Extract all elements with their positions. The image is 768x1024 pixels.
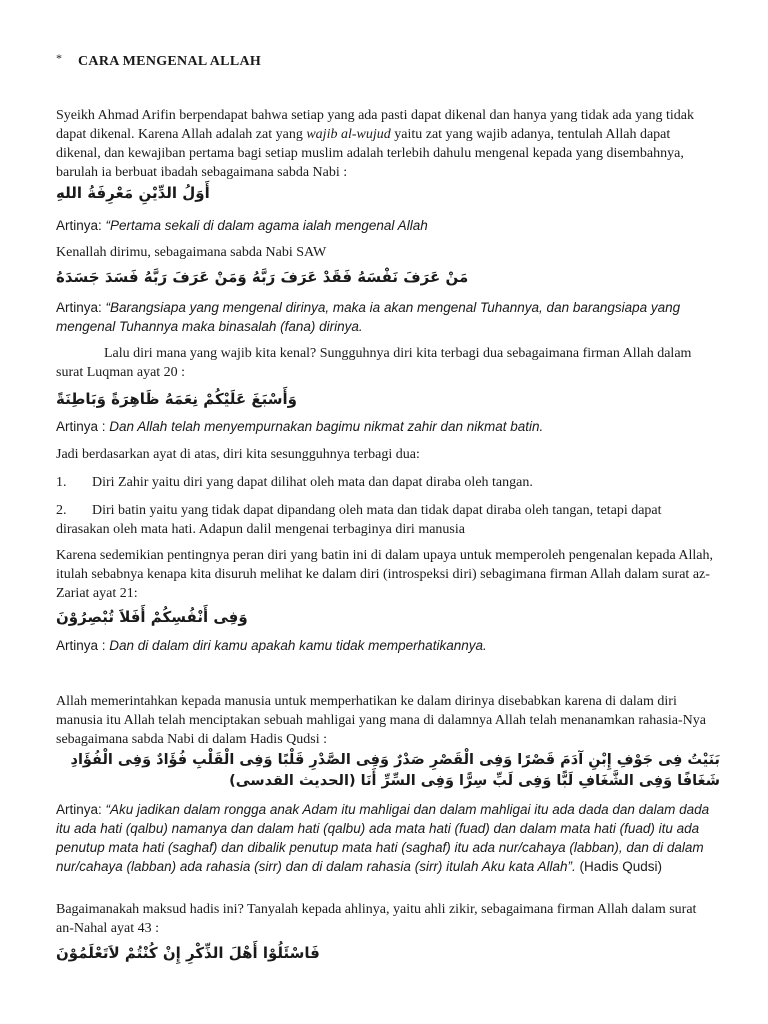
heading-bullet: * bbox=[56, 51, 63, 65]
list-item-1 bbox=[56, 473, 716, 492]
paragraph-terbagi: Jadi berdasarkan ayat di atas, diri kita sesungguhnya terbagi dua: bbox=[56, 447, 420, 462]
list-item-2-text: Diri batin yaitu yang tidak dapat dipandang oleh mata dan tidak dapat diraba oleh tangan, tetapi dapat dirasakan oleh mata hati. Adapun dalil mengenai terbaginya diri manusia bbox=[56, 503, 662, 537]
translation-2 bbox=[56, 298, 716, 336]
translation-3-text: Dan Allah telah menyempurnakan bagimu nikmat zahir dan nikmat batin. bbox=[109, 419, 544, 434]
translation-3-label: Artinya : bbox=[56, 419, 110, 434]
translation-4-label: Artinya : bbox=[56, 638, 110, 653]
arabic-ayat-luqman: وَأَسْبَغَ عَلَيْكُمْ نِعَمَهُ ظَاهِرَةً وَبَاطِنَةً bbox=[56, 390, 297, 408]
translation-4-text: Dan di dalam diri kamu apakah kamu tidak memperhatikannya. bbox=[109, 638, 487, 653]
document-heading bbox=[56, 52, 261, 71]
translation-2-label: Artinya: bbox=[56, 300, 106, 315]
intro-text-a: Syeikh Ahmad Arifin berpendapat bahwa setiap yang ada pasti dapat dikenal dan hanya yang tidak ada yang tidak dapat dikenal. Karena Allah adalah zat yang bbox=[56, 108, 694, 142]
translation-5 bbox=[56, 800, 716, 876]
translation-4 bbox=[56, 636, 716, 655]
translation-2-text: “Barangsiapa yang mengenal dirinya, maka ia akan mengenal Tuhannya, dan barangsiapa yang mengenal Tuhannya maka binasalah (fana) dirinya. bbox=[56, 300, 681, 334]
intro-paragraph bbox=[56, 106, 716, 182]
arabic-hadis-qudsi bbox=[56, 750, 720, 792]
arabic-ayat-nahal: فَاسْئَلُوْا أَهْلَ الذِّكْرِ إِنْ كُنْتُمْ لاَتَعْلَمُوْنَ bbox=[56, 944, 320, 962]
paragraph-luqman-text: Lalu diri mana yang wajib kita kenal? Sungguhnya diri kita terbagi dua sebagaimana firman Allah dalam surat Luqman ayat 20 : bbox=[56, 346, 692, 380]
translation-5-text: “Aku jadikan dalam rongga anak Adam itu mahligai dan dalam mahligai itu ada dada dan dalam dada itu ada hati (qalbu) namanya dan dalam hati (qalbu) ada mata hati (fuad) dan dalam mata hati (fuad) itu ada penutup mata hati (saghaf) dan dibalik penutup mata hati (saghaf) itu ada nur/cahaya (labban), dan di dalam nur/cahaya (labban) ada rahasia (sirr) dan di dalam rahasia (sirr) itulah Aku kata Allah”. bbox=[56, 802, 710, 874]
translation-1 bbox=[56, 216, 716, 235]
translation-3 bbox=[56, 417, 716, 436]
arabic-hadith-2: مَنْ عَرَفَ نَفْسَهُ فَقَدْ عَرَفَ رَبَّهُ وَمَنْ عَرَفَ رَبَّهُ فَسَدَ جَسَدَهُ bbox=[56, 268, 469, 286]
translation-5-label: Artinya: bbox=[56, 802, 106, 817]
arabic-ayat-zariat: وَفِى أَنْفُسِكُمْ أَفَلاَ تُبْصِرُوْنَ bbox=[56, 608, 248, 626]
paragraph-ahli-zikir: Bagaimanakah maksud hadis ini? Tanyalah kepada ahlinya, yaitu ahli zikir, sebagaimana firman Allah dalam surat an-Nahal ayat 43 : bbox=[56, 902, 697, 936]
arabic-hadis-qudsi-line-1: بَنَيْتُ فِى جَوْفِ إِبْنِ آدَمَ قَصْرًا وَفِى الْقَصْرِ صَدْرٌ وَفِى الصَّدْرِ قَلْبًا وَفِى الْقَلْبِ فُؤَادٌ وَفِى الْفُؤَادِ bbox=[70, 752, 720, 768]
paragraph-kenallah: Kenallah dirimu, sebagaimana sabda Nabi SAW bbox=[56, 245, 327, 260]
list-item-1-number: 1. bbox=[56, 475, 67, 490]
list-item-2 bbox=[56, 501, 716, 539]
paragraph-introspeksi: Karena sedemikian pentingnya peran diri yang batin ini di dalam upaya untuk memperoleh pengenalan kepada Allah, itulah sebabnya kenapa kita disuruh melihat ke dalam diri (introspeksi diri) sebagimana firman Allah dalam surat az-Zariat ayat 21: bbox=[56, 548, 714, 601]
heading-title: CARA MENGENAL ALLAH bbox=[78, 54, 262, 69]
paragraph-luqman bbox=[56, 344, 716, 382]
translation-5-suffix: (Hadis Qudsi) bbox=[575, 859, 663, 874]
intro-term: wajib al-wujud bbox=[306, 127, 391, 142]
arabic-hadith-1: أَوَلُ الدِّيْنِ مَعْرِفَةُ اللهِ bbox=[56, 184, 210, 202]
list-item-2-number: 2. bbox=[56, 503, 67, 518]
list-item-1-text: Diri Zahir yaitu diri yang dapat dilihat oleh mata dan dapat diraba oleh tangan. bbox=[92, 475, 533, 490]
translation-1-text: “Pertama sekali di dalam agama ialah mengenal Allah bbox=[105, 218, 428, 233]
intro-text-b: yaitu zat yang wajib adanya, tentulah Allah dapat dikenal, dan kewajiban pertama bagi setiap muslim adalah terlebih dahulu mengenal kepada yang disembahnya, barulah ia berbuat ibadah sebagaimana sabda Nabi : bbox=[56, 127, 684, 180]
arabic-hadis-qudsi-line-2: شَغَافًا وَفِى الشَّغَافِ لَبًّا وَفِى لَبِّ سِرًّا وَفِى السِّرِّ أَنَا (الحديث القدسى) bbox=[229, 773, 720, 789]
translation-1-label: Artinya: bbox=[56, 218, 106, 233]
paragraph-mahligai: Allah memerintahkan kepada manusia untuk memperhatikan ke dalam dirinya disebabkan karena di dalam diri manusia itu Allah telah menciptakan sebuah mahligai yang mana di dalamnya Allah telah menanamkan rahasia-Nya sebagaimana sabda Nabi di dalam Hadis Qudsi : bbox=[56, 694, 707, 747]
